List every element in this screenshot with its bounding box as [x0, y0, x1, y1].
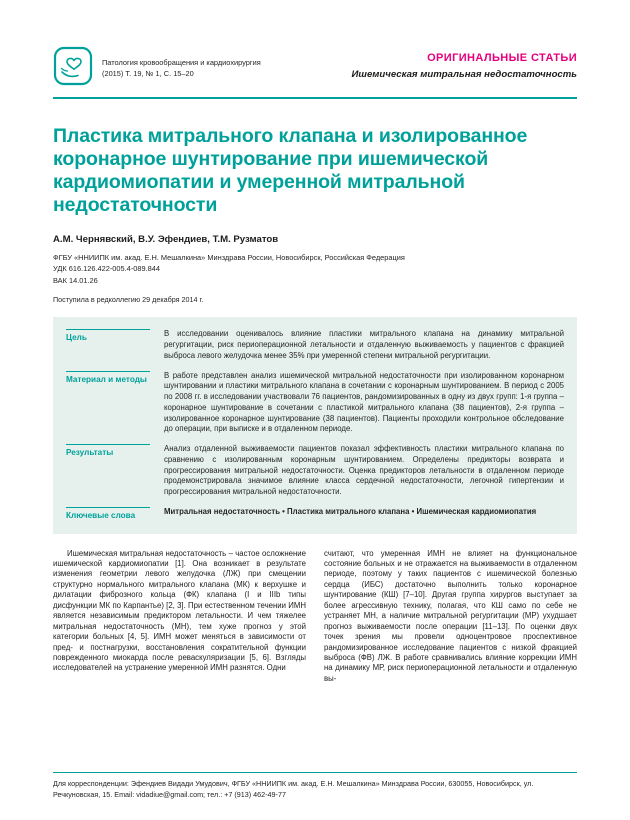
affiliation: ФГБУ «ННИИПК им. акад. Е.Н. Мешалкина» Минздрава России, Новосибирск, Российская Федерация	[53, 253, 405, 262]
abstract-label-results: Результаты	[66, 444, 150, 498]
abstract-text-methods: В работе представлен анализ ишемической митральной недостаточности при изолированном коронарном шунтировании и пластики митрального клапана в сочетании с коронарным шунтированием. В период с 2005 по 2008 гг. в исследовании участвовали 76 пациентов, рандомизированных в одну из двух групп: 1-я группа – коронарное шунтирование в сочетании с пластикой митрального клапана (38 пациентов), 2-я группа – изолированное коронарное шунтирование (38 пациентов). Пациенты проходили контрольное обследование до операции, при выписке и в отдаленном периоде.	[164, 370, 564, 434]
abstract-row-methods	[66, 371, 564, 436]
abstract-text-goal: В исследовании оценивалось влияние пластики митрального клапана на динамику митральной регургитации, риск периоперационной летальности и отдаленную выживаемость у пациентов с фракцией выброса левого желудочка менее 35% при умеренной степени митральной регургитации.	[164, 329, 564, 360]
journal-logo-icon	[53, 46, 93, 86]
header-left	[53, 46, 261, 86]
section-label: ОРИГИНАЛЬНЫЕ СТАТЬИ	[427, 52, 577, 64]
journal-info	[102, 53, 261, 79]
header-right	[352, 46, 577, 80]
abstract-box	[53, 317, 577, 533]
abstract-row-goal	[66, 329, 564, 361]
abstract-text-keywords: Митральная недостаточность • Пластика митрального клапана • Ишемическая кардиомиопатия	[164, 506, 537, 516]
abstract-row-keywords	[66, 507, 564, 522]
header-divider	[53, 97, 577, 99]
abstract-row-results	[66, 444, 564, 498]
body-column-right: считают, что умеренная ИМН не влияет на функциональное состояние больных и не отражается на выживаемости в отдаленном периоде, поэтому у таких пациентов с ишемической болезнью сердца (ИБС) достаточно выполнить только коронарное шунтирование (КШ) [7–10]. Другая группа хирургов выступает за более агрессивную технику, полагая, что КШ само по себе не устраняет МН, а наличие митральной регургитации (МР) ухудшает прогноз выживаемости после операции [11–13]. По оценки двух точек зрения мы провели одноцентровое проспективное рандомизированное исследование пациентов с низкой фракцией выброса (ФВ) ЛЖ. В работе сравнивались влияние коррекции ИМН на динамику МР, риск периоперационной летальности и отдаленную вы-	[324, 548, 577, 683]
article-title: Пластика митрального клапана и изолированное коронарное шунтирование при ишемической кардиомиопатии и умеренной митральной недостаточности	[53, 125, 528, 216]
vak-code: ВАК 14.01.26	[53, 275, 98, 285]
udc-code: УДК 616.126.422-005.4-089.844	[53, 264, 160, 274]
abstract-text-results: Анализ отдаленной выживаемости пациентов показал эффективность пластики митрального клапана по сравнению с изолированным коронарным шунтированием. Определены предикторы возврата и прогрессирования митральной недостаточности. Оценка предикторов летальности в отдаленном периоде продемонстрировала значимое влияние класса сердечной недостаточности, легочной гипертензии и прогрессирования митральной недостаточности.	[164, 444, 564, 497]
abstract-label-keywords: Ключевые слова	[66, 507, 150, 522]
body-column-left: Ишемическая митральная недостаточность – частое осложнение ишемической кардиомиопатии [1]. Она возникает в результате изменения геометрии левого желудочка (ЛЖ) при смещении структурно нормального митрального клапана (МК) к верхушке и дилатации фиброзного кольца (ФК) клапана (I и IIIb типы дисфункции МК по Карпантье) [2, 3]. При естественном течении ИМН является независимым предиктором летальности. И чем тяжелее митральная недостаточность (МН), тем хуже прогноз у этой категории больных [4, 5]. ИМН может меняться в зависимости от пред- и постнагрузки, восстановления сократительной функции поврежденного миокарда после реваскуляризации [5, 6]. Взгляды исследователей на устранение умеренной ИМН разнятся. Одни	[53, 548, 306, 673]
correspondence-text: Для корреспонденции: Эфендиев Видади Умудович, ФГБУ «ННИИПК им. акад. Е.Н. Мешалкина» Минздрава России, 630055, Новосибирск, ул. Речкуновская, 15. Email: vidadiue@gmail.com; тел.: +7 (913) 462-49-77	[53, 779, 534, 799]
abstract-label-methods: Материал и методы	[66, 371, 150, 436]
correspondence-footer	[53, 772, 577, 800]
journal-issue: (2015) Т. 19, № 1, С. 15–20	[102, 69, 194, 78]
article-body	[53, 549, 577, 685]
article-meta	[53, 252, 577, 286]
page-header	[53, 46, 577, 86]
article-authors: А.М. Чернявский, В.У. Эфендиев, Т.М. Рузматов	[53, 234, 279, 245]
journal-name: Патология кровообращения и кардиохирургия	[102, 57, 261, 67]
abstract-label-goal: Цель	[66, 329, 150, 361]
topic-label: Ишемическая митральная недостаточность	[351, 69, 577, 80]
received-date: Поступила в редколлегию 29 декабря 2014 г.	[53, 295, 204, 305]
